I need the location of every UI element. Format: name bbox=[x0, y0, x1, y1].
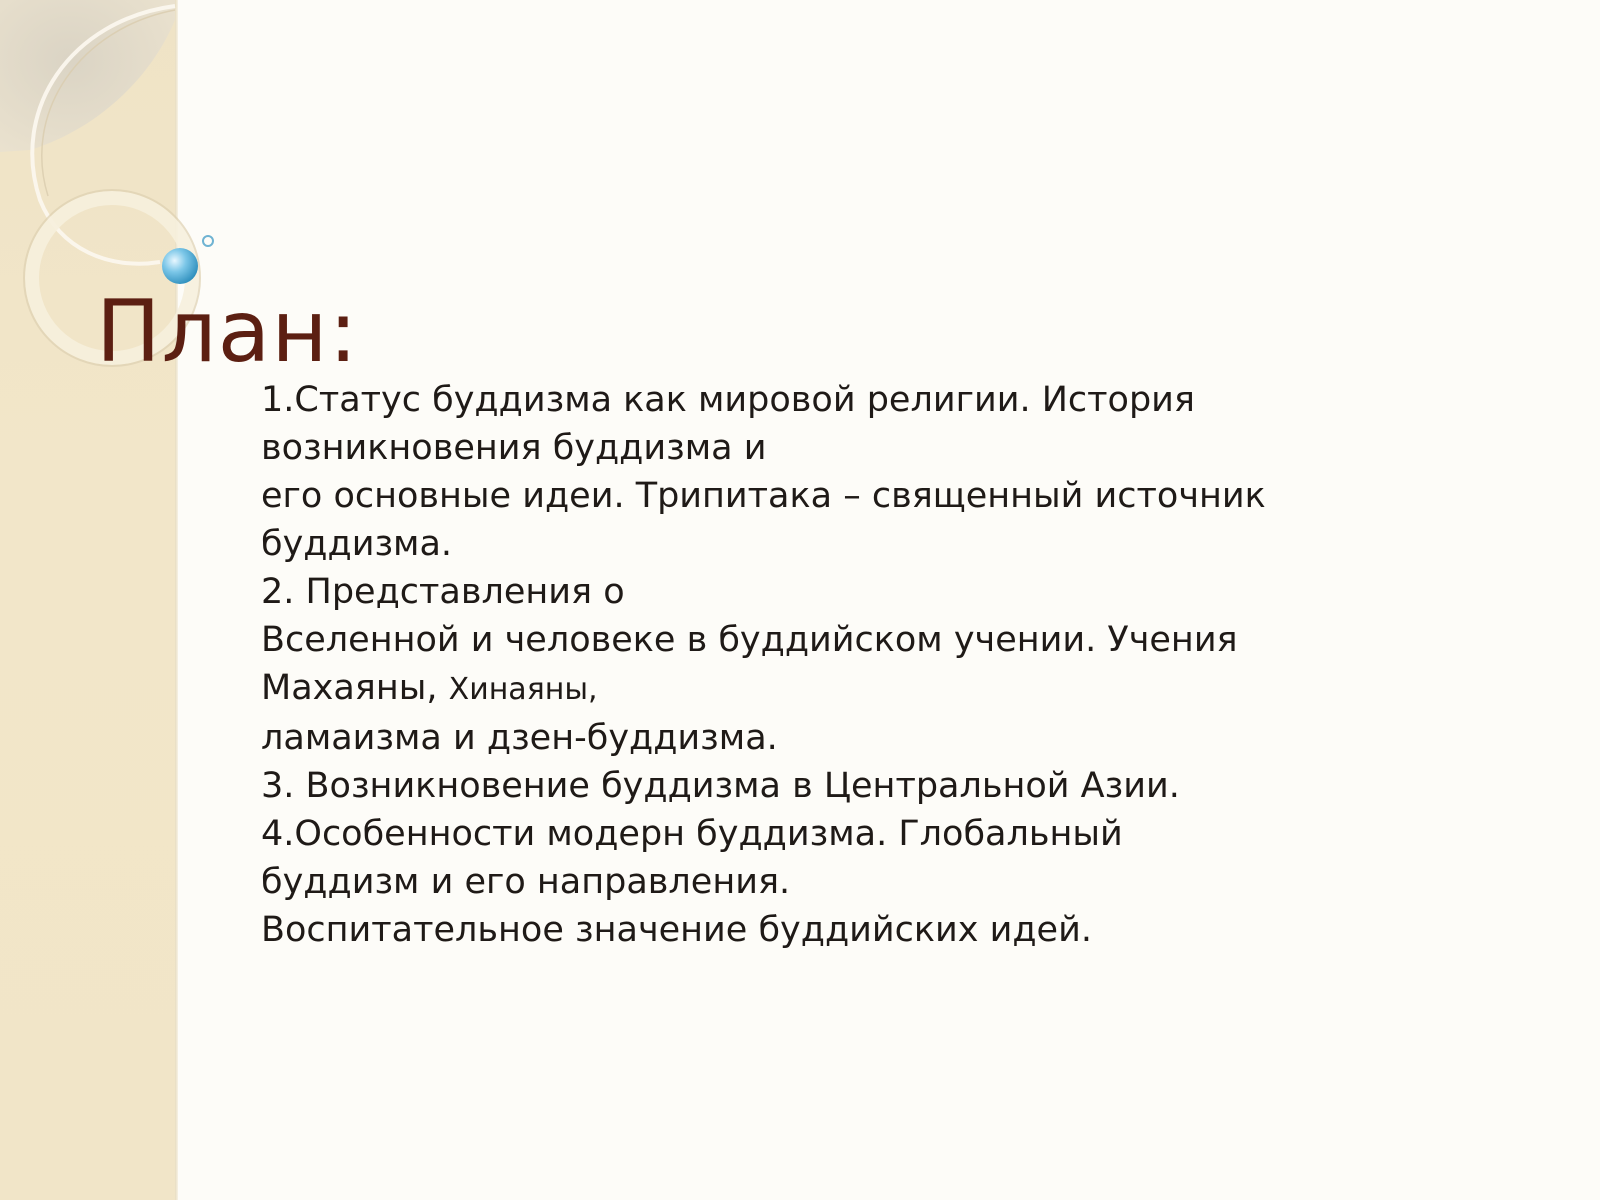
plan-line bbox=[261, 664, 1401, 714]
plan-list bbox=[261, 376, 1401, 954]
ornament-blob bbox=[0, 0, 175, 152]
plan-line-small-text: Хинаяны, bbox=[448, 672, 598, 707]
plan-line: 2. Представления о bbox=[261, 572, 625, 612]
plan-line: 1.Статус буддизма как мировой религии. История bbox=[261, 380, 1195, 420]
plan-line: 3. Возникновение буддизма в Центральной Азии. bbox=[261, 766, 1180, 806]
plan-line-text: Махаяны, bbox=[261, 668, 449, 708]
plan-line: буддизм и его направления. bbox=[261, 862, 791, 902]
plan-line: буддизма. bbox=[261, 524, 453, 564]
slide-title: План: bbox=[96, 282, 359, 382]
blue-bead-icon bbox=[162, 248, 198, 284]
small-ring-icon bbox=[203, 236, 213, 246]
plan-line: 4.Особенности модерн буддизма. Глобальный bbox=[261, 814, 1123, 854]
plan-line: Вселенной и человеке в буддийском учении. Учения bbox=[261, 620, 1238, 660]
plan-line: возникновения буддизма и bbox=[261, 428, 767, 468]
plan-line: ламаизма и дзен-буддизма. bbox=[261, 718, 778, 758]
plan-line: его основные идеи. Трипитака – священный источник bbox=[261, 476, 1266, 516]
plan-line: Воспитательное значение буддийских идей. bbox=[261, 910, 1092, 950]
